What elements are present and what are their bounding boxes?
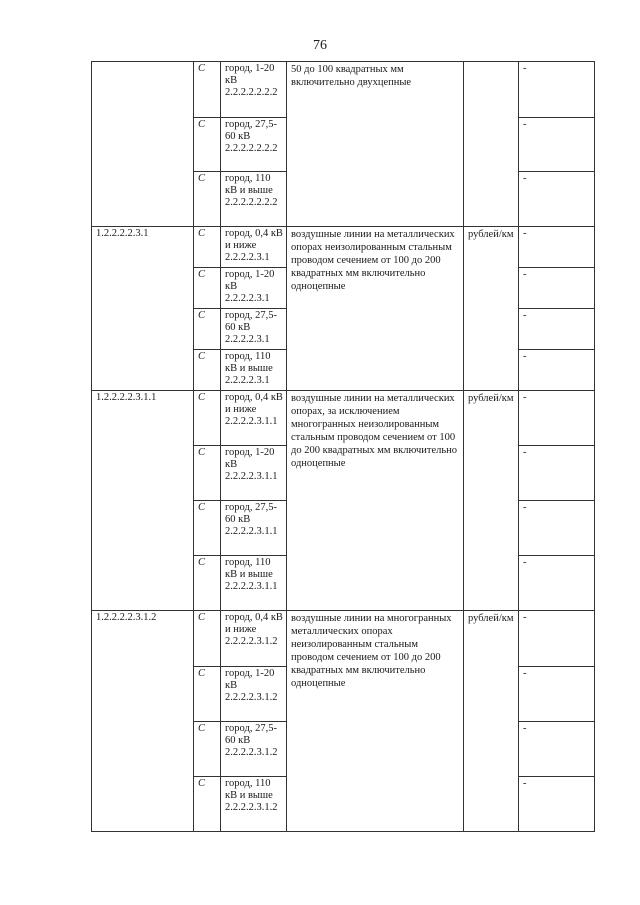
rate-value: - xyxy=(519,722,595,777)
region-voltage: город, 110 кВ и выше 2.2.2.2.3.1.1 xyxy=(221,556,287,611)
unit-label xyxy=(464,62,519,227)
region-voltage: город, 0,4 кВ и ниже 2.2.2.2.3.1.1 xyxy=(221,391,287,446)
rate-value: - xyxy=(519,350,595,391)
region-voltage: город, 110 кВ и выше 2.2.2.2.3.1 xyxy=(221,350,287,391)
unit-label: рублей/км xyxy=(464,227,519,391)
region-voltage: город, 27,5-60 кВ 2.2.2.2.3.1.1 xyxy=(221,501,287,556)
rate-value: - xyxy=(519,777,595,832)
region-voltage: город, 0,4 кВ и ниже 2.2.2.2.3.1.2 xyxy=(221,611,287,667)
tariff-table xyxy=(91,61,595,832)
region-voltage: город, 27,5-60 кВ 2.2.2.2.3.1.2 xyxy=(221,722,287,777)
line-description: воздушные линии на металлических опорах неизолированным стальным проводом сечением от 100 до 200 квадратных мм включительно одноцепные xyxy=(287,227,464,391)
category-letter: С xyxy=(194,501,221,556)
item-code: 1.2.2.2.2.3.1.1 xyxy=(92,391,194,611)
category-letter: С xyxy=(194,268,221,309)
rate-value: - xyxy=(519,172,595,227)
rate-value: - xyxy=(519,391,595,446)
line-description: 50 до 100 квадратных мм включительно двухцепные xyxy=(287,62,464,227)
category-letter: С xyxy=(194,227,221,268)
region-voltage: город, 1-20 кВ 2.2.2.2.2.2.2 xyxy=(221,62,287,118)
rate-value: - xyxy=(519,446,595,501)
rate-value: - xyxy=(519,611,595,667)
category-letter: С xyxy=(194,777,221,832)
table-row xyxy=(92,611,595,667)
category-letter: С xyxy=(194,722,221,777)
item-code: 1.2.2.2.2.3.1 xyxy=(92,227,194,391)
unit-label: рублей/км xyxy=(464,611,519,832)
category-letter: С xyxy=(194,611,221,667)
region-voltage: город, 1-20 кВ 2.2.2.2.3.1 xyxy=(221,268,287,309)
category-letter: С xyxy=(194,62,221,118)
category-letter: С xyxy=(194,556,221,611)
item-code: 1.2.2.2.2.3.1.2 xyxy=(92,611,194,832)
region-voltage: город, 27,5-60 кВ 2.2.2.2.2.2.2 xyxy=(221,118,287,172)
table-row xyxy=(92,62,595,118)
rate-value: - xyxy=(519,309,595,350)
category-letter: С xyxy=(194,172,221,227)
table-body xyxy=(92,62,595,832)
rate-value: - xyxy=(519,268,595,309)
rate-value: - xyxy=(519,556,595,611)
rate-value: - xyxy=(519,667,595,722)
page-number: 76 xyxy=(313,38,327,53)
region-voltage: город, 27,5-60 кВ 2.2.2.2.3.1 xyxy=(221,309,287,350)
category-letter: С xyxy=(194,667,221,722)
region-voltage: город, 110 кВ и выше 2.2.2.2.2.2.2 xyxy=(221,172,287,227)
rate-value: - xyxy=(519,227,595,268)
line-description: воздушные линии на многогранных металлических опорах неизолированным стальным проводом сечением от 100 до 200 квадратных мм включительно одноцепные xyxy=(287,611,464,832)
region-voltage: город, 0,4 кВ и ниже 2.2.2.2.3.1 xyxy=(221,227,287,268)
item-code xyxy=(92,62,194,227)
category-letter: С xyxy=(194,309,221,350)
line-description: воздушные линии на металлических опорах, за исключением многогранных неизолированным стальным проводом сечением от 100 до 200 квадратных мм включительно одноцепные xyxy=(287,391,464,611)
region-voltage: город, 1-20 кВ 2.2.2.2.3.1.1 xyxy=(221,446,287,501)
unit-label: рублей/км xyxy=(464,391,519,611)
category-letter: С xyxy=(194,118,221,172)
category-letter: С xyxy=(194,391,221,446)
category-letter: С xyxy=(194,446,221,501)
rate-value: - xyxy=(519,118,595,172)
category-letter: С xyxy=(194,350,221,391)
table-row xyxy=(92,227,595,268)
rate-value: - xyxy=(519,501,595,556)
rate-value: - xyxy=(519,62,595,118)
region-voltage: город, 110 кВ и выше 2.2.2.2.3.1.2 xyxy=(221,777,287,832)
region-voltage: город, 1-20 кВ 2.2.2.2.3.1.2 xyxy=(221,667,287,722)
table-row xyxy=(92,391,595,446)
